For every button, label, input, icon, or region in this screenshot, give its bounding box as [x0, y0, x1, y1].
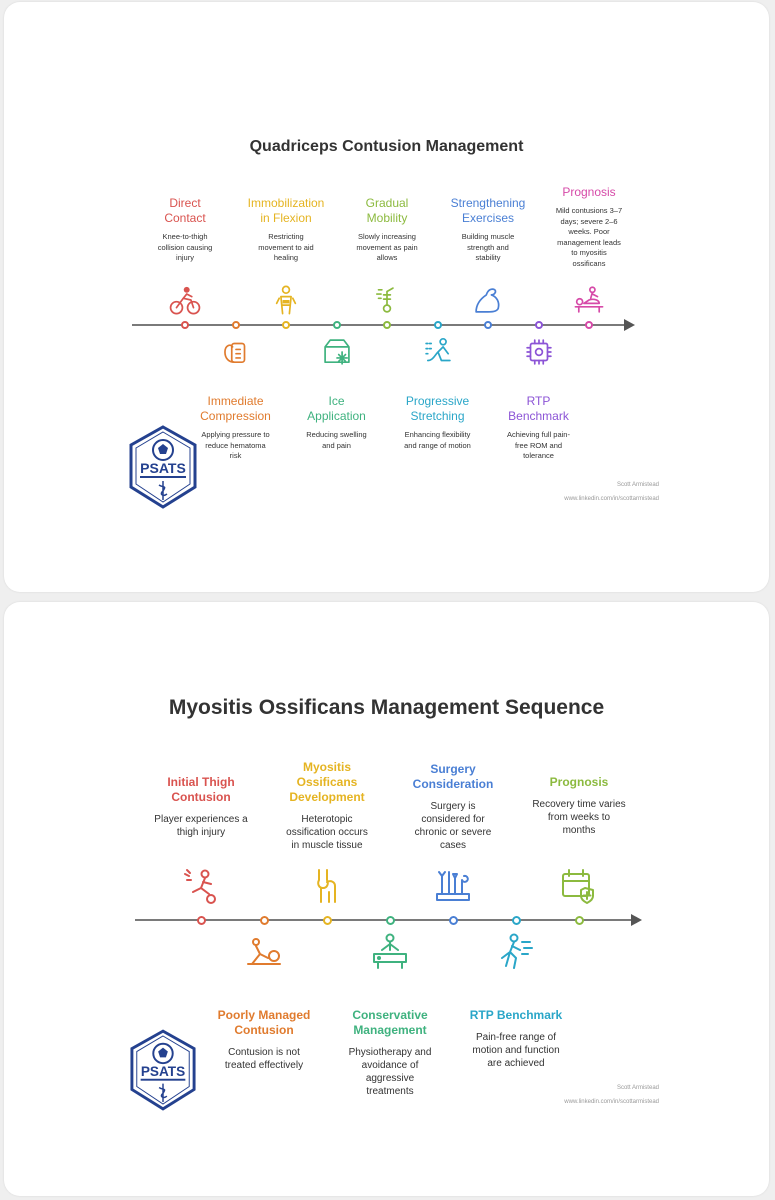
- author-link[interactable]: www.linkedin.com/in/scottarmistead: [564, 496, 659, 502]
- timeline-node: [434, 321, 442, 329]
- step-title: Direct Contact: [164, 196, 206, 225]
- timeline-axis: [135, 919, 633, 921]
- timeline-step: [390, 394, 486, 451]
- timeline-node: [386, 916, 395, 925]
- step-description: Slowly increasing movement as pain allows: [356, 232, 418, 262]
- step-description: Achieving full pain- free ROM and tolerance: [507, 430, 570, 460]
- timeline-node: [260, 916, 269, 925]
- timeline-node: [323, 916, 332, 925]
- step-title: Progressive Stretching: [405, 394, 470, 423]
- quadriceps-infographic-card: [4, 2, 769, 592]
- step-description: Contusion is not treated effectively: [224, 1047, 304, 1071]
- author-link[interactable]: www.linkedin.com/in/scottarmistead: [564, 1099, 659, 1105]
- step-title: RTP Benchmark: [508, 394, 569, 423]
- injured-player-icon: [181, 866, 221, 906]
- timeline-node: [333, 321, 341, 329]
- timeline-node: [575, 916, 584, 925]
- psats-logo: [129, 1028, 197, 1112]
- step-title: RTP Benchmark: [469, 1008, 563, 1022]
- running-figure-icon: [496, 932, 536, 972]
- timeline-node: [535, 321, 543, 329]
- timeline-step: [397, 762, 509, 852]
- surgical-tools-icon: [433, 866, 473, 906]
- timeline-node: [232, 321, 240, 329]
- timeline-arrowhead: [624, 319, 635, 331]
- infographic-title: Quadriceps Contusion Management: [249, 138, 524, 155]
- timeline-step: [523, 775, 635, 837]
- cyclist-icon: [168, 283, 202, 317]
- step-title: Strengthening Exercises: [450, 196, 526, 225]
- timeline-step: [137, 196, 233, 264]
- timeline-node: [181, 321, 189, 329]
- step-title: Myositis Ossificans Development: [289, 760, 365, 804]
- timeline-step: [238, 196, 334, 264]
- step-title: Prognosis: [549, 775, 609, 789]
- timeline-node: [512, 916, 521, 925]
- physiotherapy-icon: [370, 932, 410, 972]
- timeline-node: [585, 321, 593, 329]
- step-description: Heterotopic ossification occurs in muscle tissue: [286, 814, 368, 851]
- step-description: Restricting movement to aid healing: [258, 232, 314, 262]
- step-title: Poorly Managed Contusion: [217, 1008, 311, 1037]
- infographic-title: Myositis Ossificans Management Sequence: [168, 696, 605, 719]
- timeline-arrowhead: [631, 914, 642, 926]
- myositis-infographic-card: [4, 602, 769, 1196]
- step-description: Knee-to-thigh collision causing injury: [157, 232, 213, 262]
- step-title: Conservative Management: [352, 1008, 428, 1037]
- timeline-node: [197, 916, 206, 925]
- timeline-step: [339, 196, 435, 264]
- timeline-node: [383, 321, 391, 329]
- calendar-plus-icon: [559, 866, 599, 906]
- stretching-figure-icon: [421, 335, 455, 369]
- step-description: Applying pressure to reduce hematoma risk: [201, 430, 270, 460]
- timeline-node: [484, 321, 492, 329]
- massage-table-icon: [572, 283, 606, 317]
- timeline-axis: [132, 324, 626, 326]
- step-title: Immobilization in Flexion: [247, 196, 325, 225]
- step-title: Initial Thigh Contusion: [167, 775, 235, 804]
- timeline-step: [289, 394, 385, 451]
- step-title: Immediate Compression: [200, 394, 271, 423]
- step-description: Recovery time varies from weeks to months: [532, 799, 626, 836]
- timeline-step: [271, 760, 383, 852]
- person-brace-icon: [269, 283, 303, 317]
- step-description: Pain-free range of motion and function are achieved: [472, 1032, 560, 1069]
- step-description: Reducing swelling and pain: [306, 430, 367, 450]
- step-description: Building muscle strength and stability: [461, 232, 515, 262]
- timeline-step: [460, 1008, 572, 1070]
- timeline-step: [440, 196, 536, 264]
- author-credit: Scott Armistead: [616, 1085, 659, 1091]
- step-title: Prognosis: [562, 185, 616, 199]
- author-credit: Scott Armistead: [616, 482, 659, 488]
- step-title: Surgery Consideration: [412, 762, 494, 791]
- processor-chip-icon: [522, 335, 556, 369]
- svg-text:PSATS: PSATS: [140, 460, 186, 476]
- flexed-arm-icon: [471, 283, 505, 317]
- step-description: Enhancing flexibility and range of motion: [404, 430, 471, 450]
- compression-hand-icon: [219, 335, 253, 369]
- lying-patient-icon: [244, 932, 284, 972]
- step-title: Gradual Mobility: [365, 196, 409, 225]
- timeline-node: [449, 916, 458, 925]
- step-description: Player experiences a thigh injury: [154, 814, 248, 838]
- step-description: Physiotherapy and avoidance of aggressive treatments: [348, 1047, 432, 1097]
- timeline-step: [334, 1008, 446, 1098]
- step-title: Ice Application: [307, 394, 366, 423]
- step-description: Surgery is considered for chronic or severe cases: [414, 801, 492, 851]
- timeline-step: [491, 394, 587, 462]
- mobility-figure-icon: [370, 283, 404, 317]
- step-description: Mild contusions 3–7 days; severe 2–6 weeks. Poor management leads to myositis ossificans: [555, 206, 623, 268]
- timeline-step: [145, 775, 257, 839]
- timeline-step: [541, 185, 637, 269]
- knee-joint-icon: [307, 866, 347, 906]
- timeline-step: [208, 1008, 320, 1072]
- timeline-step: [188, 394, 284, 462]
- svg-text:PSATS: PSATS: [140, 1063, 186, 1079]
- ice-box-icon: [320, 335, 354, 369]
- timeline-node: [282, 321, 290, 329]
